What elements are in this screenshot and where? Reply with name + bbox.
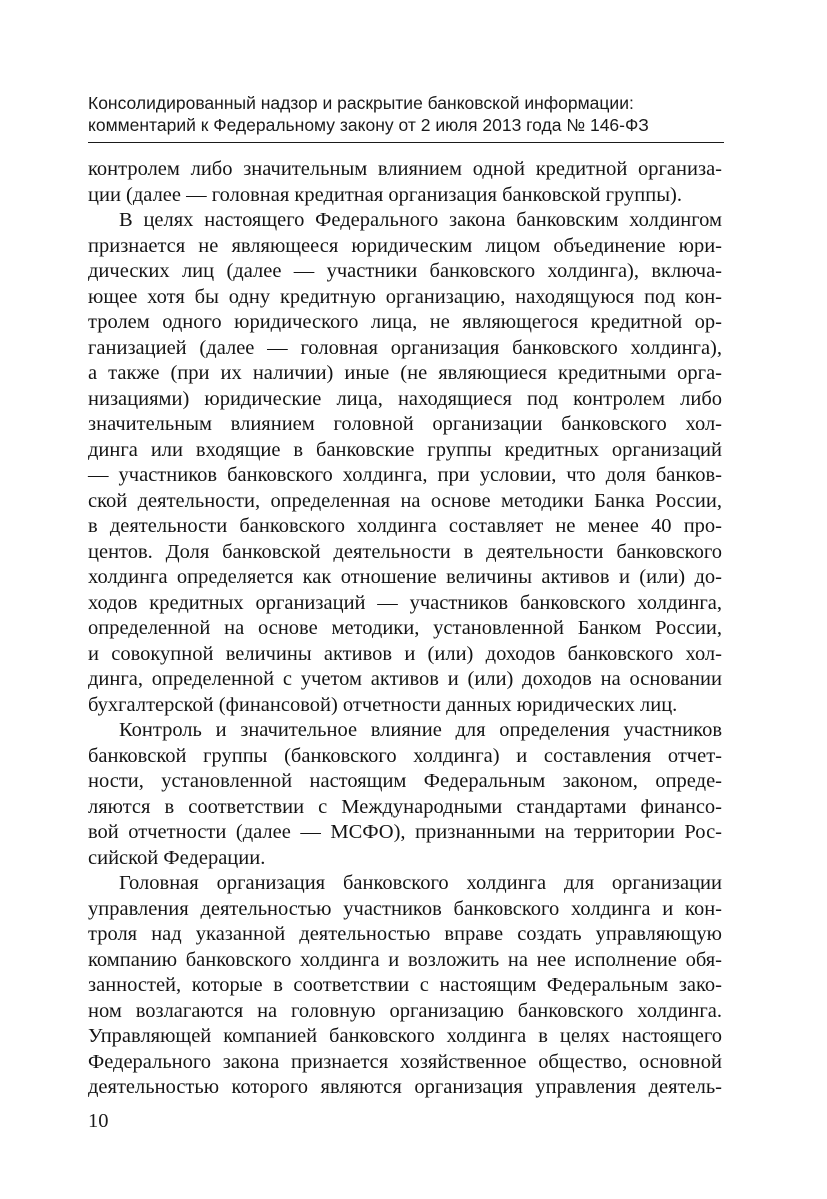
text-line: ности, установленной настоящим Федеральным законом, опреде- (88, 770, 722, 792)
text-line: троля над указанной деятельностью вправе создать управляющую (88, 923, 722, 945)
text-line: бухгалтерской (финансовой) отчетности данных юридических лиц. (88, 693, 678, 716)
running-header-line-2: комментарий к Федеральному закону от 2 июля 2013 года № 146-ФЗ (88, 115, 649, 135)
text-line: и совокупной величины активов и (или) доходов банковского хол- (88, 642, 722, 665)
text-line: центов. Доля банковской деятельности в деятельности банковского (88, 540, 722, 563)
text-line: Головная организация банковского холдинга для организации (119, 872, 722, 894)
page-number: 10 (88, 1110, 109, 1132)
running-header (88, 92, 740, 136)
text-line: занностей, которые в соответствии с настоящим Федеральным зако- (88, 974, 722, 996)
text-line: вой отчетности (далее — МСФО), признанными на территории Рос- (88, 821, 722, 843)
text-line: ской деятельности, определенная на основе методики Банка России, (88, 489, 722, 512)
text-line: холдинга определяется как отношение величины активов и (или) до- (88, 566, 722, 588)
text-line: ном возлагаются на головную организацию банковского холдинга. (88, 999, 722, 1022)
text-line: ющее хотя бы одну кредитную организацию, находящуюся под кон- (88, 285, 722, 308)
text-line: компанию банковского холдинга и возложить на нее исполнение обя- (88, 948, 722, 971)
text-line: ганизацией (далее — головная организация банковского холдинга), (88, 336, 722, 359)
text-line: деятельностью которого являются организация управления деятель- (88, 1076, 722, 1098)
text-line: Федерального закона признается хозяйственное общество, основной (88, 1050, 722, 1073)
text-line: ляются в соответствии с Международными стандартами финансо- (88, 795, 722, 818)
text-line: ходов кредитных организаций — участников банковского холдинга, (88, 591, 722, 614)
text-line: дических лиц (далее — участники банковского холдинга), включа- (88, 260, 722, 282)
text-line: — участников банковского холдинга, при условии, что доля банков- (88, 464, 722, 486)
text-line: значительным влиянием головной организации банковского хол- (88, 413, 722, 435)
text-line: банковской группы (банковского холдинга) и составления отчет- (88, 744, 722, 767)
body-text (88, 157, 722, 1101)
text-line: признается не являющееся юридическим лицом объединение юри- (88, 234, 722, 257)
text-line: сийской Федерации. (88, 846, 266, 869)
text-line: тролем одного юридического лица, не являющегося кредитной ор- (88, 311, 722, 333)
text-line: Контроль и значительное влияние для определения участников (119, 719, 722, 741)
text-line: В целях настоящего Федерального закона банковским холдингом (119, 209, 722, 231)
text-line: контролем либо значительным влиянием одной кредитной организа- (88, 158, 722, 180)
text-line: определенной на основе методики, установленной Банком России, (88, 617, 722, 639)
text-line: динга или входящие в банковские группы кредитных организаций (88, 438, 722, 461)
running-header-line-1: Консолидированный надзор и раскрытие банковской информации: (88, 93, 634, 113)
text-line: динга, определенной с учетом активов и (или) доходов на основании (88, 668, 722, 690)
text-line: а также (при их наличии) иные (не являющиеся кредитными орга- (88, 362, 722, 384)
text-line: низациями) юридические лица, находящиеся под контролем либо (88, 387, 722, 410)
text-line: Управляющей компанией банковского холдинга в целях настоящего (88, 1025, 722, 1047)
text-line: управления деятельностью участников банковского холдинга и кон- (88, 897, 722, 920)
text-line: в деятельности банковского холдинга составляет не менее 40 про- (88, 515, 722, 537)
header-rule (88, 142, 724, 143)
text-line: ции (далее — головная кредитная организация банковской группы). (88, 183, 682, 206)
